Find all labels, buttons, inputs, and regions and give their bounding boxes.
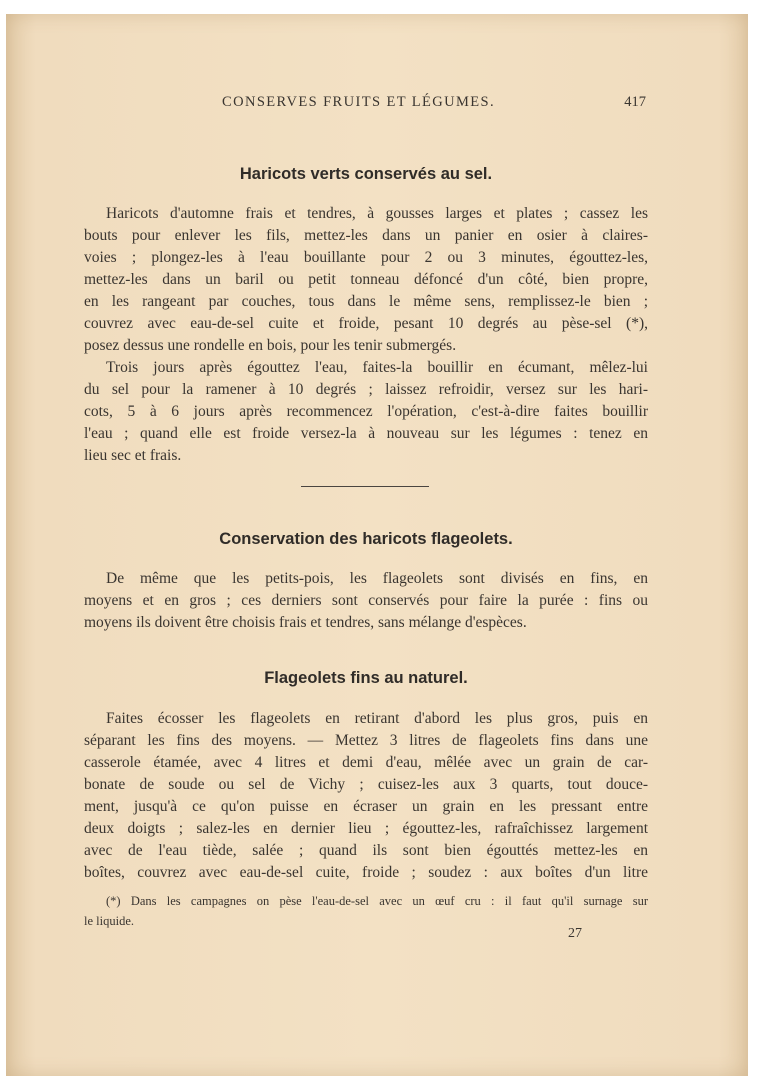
section-divider <box>301 486 429 487</box>
text-line: ment, jusqu'à ce qu'on puisse en écraser un grain en les pressant entre <box>84 798 648 815</box>
text-line: bonate de soude ou sel de Vichy ; cuisez-les aux 3 quarts, tout douce- <box>84 776 648 793</box>
text-line: boîtes, couvrez avec eau-de-sel cuite, froide ; soudez : aux boîtes d'un litre <box>84 864 648 881</box>
text-line: deux doigts ; salez-les en dernier lieu ; égouttez-les, rafraîchissez largement <box>84 820 648 837</box>
footnote-line: le liquide. <box>84 914 134 928</box>
text-line: en les rangeant par couches, tous dans le même sens, remplissez-le bien ; <box>84 293 648 310</box>
page-number: 417 <box>624 94 646 110</box>
text-line: lieu sec et frais. <box>84 447 182 464</box>
text-line: Haricots d'automne frais et tendres, à gousses larges et plates ; cassez les <box>106 205 648 222</box>
text-line: couvrez avec eau-de-sel cuite et froide, pesant 10 degrés au pèse-sel (*), <box>84 315 648 332</box>
text-line: moyens ils doivent être choisis frais et tendres, sans mélange d'espèces. <box>84 614 527 631</box>
text-line: avec de l'eau tiède, salée ; quand ils sont bien égouttés mettez-les en <box>84 842 648 859</box>
running-title: CONSERVES FRUITS ET LÉGUMES. <box>222 94 496 110</box>
text-line: bouts pour enlever les fils, mettez-les dans un panier en osier à claires- <box>84 227 648 244</box>
text-line: du sel pour la ramener à 10 degrés ; laissez refroidir, versez sur les hari- <box>84 381 648 398</box>
paragraph <box>84 357 648 467</box>
text-line: moyens et en gros ; ces derniers sont conservés pour faire la purée : fins ou <box>84 592 648 609</box>
paragraph <box>84 203 648 357</box>
text-line: De même que les petits-pois, les flageolets sont divisés en fins, en <box>106 570 648 587</box>
footnote-line: (*) Dans les campagnes on pèse l'eau-de-sel avec un œuf cru : il faut qu'il surnage sur <box>106 894 648 908</box>
text-line: cots, 5 à 6 jours après recommencez l'opération, c'est-à-dire faites bouillir <box>84 403 648 420</box>
signature-mark: 27 <box>568 926 582 941</box>
text-line: l'eau ; quand elle est froide versez-la à nouveau sur les légumes : tenez en <box>84 425 648 442</box>
text-line: casserole étamée, avec 4 litres et demi d'eau, mêlée avec un grain de car- <box>84 754 648 771</box>
text-line: voies ; plongez-les à l'eau bouillante pour 2 ou 3 minutes, égouttez-les, <box>84 249 648 266</box>
section-heading-flageolets-fins: Flageolets fins au naturel. <box>264 669 468 687</box>
text-line: Faites écosser les flageolets en retirant d'abord les plus gros, puis en <box>106 710 648 727</box>
footnote <box>84 891 648 931</box>
book-page <box>6 14 748 1076</box>
paragraph <box>84 568 648 634</box>
section-heading-haricots-verts: Haricots verts conservés au sel. <box>239 165 493 183</box>
text-line: mettez-les dans un baril ou petit tonneau défoncé d'un côté, bien propre, <box>84 271 648 288</box>
text-line: Trois jours après égouttez l'eau, faites-la bouillir en écumant, mêlez-lui <box>106 359 648 376</box>
text-line: posez dessus une rondelle en bois, pour les tenir submergés. <box>84 337 457 354</box>
section-heading-conservation-flageolets: Conservation des haricots flageolets. <box>219 530 513 548</box>
paragraph <box>84 708 648 884</box>
text-line: séparant les fins des moyens. — Mettez 3 litres de flageolets fins dans une <box>84 732 648 749</box>
running-head <box>84 94 648 114</box>
